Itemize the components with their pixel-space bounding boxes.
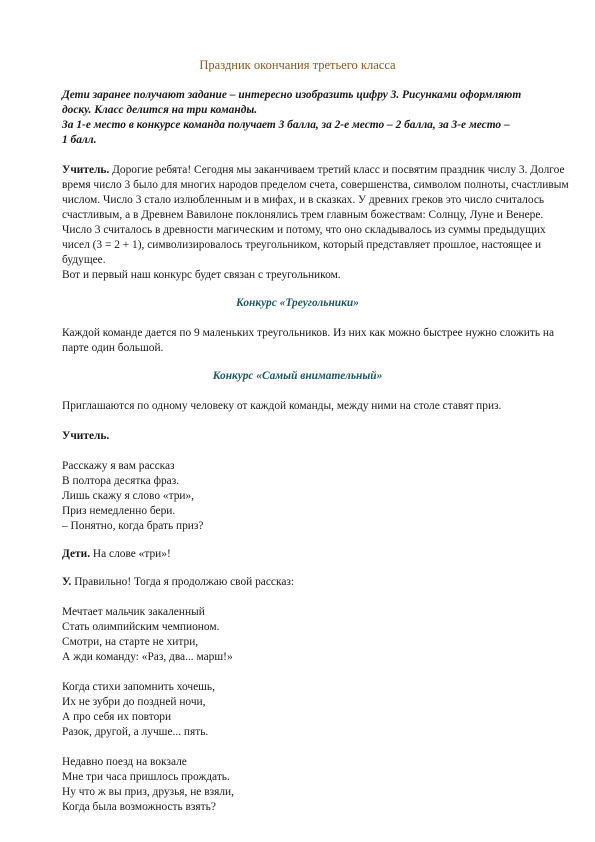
intro-line: За 1-е место в конкурсе команда получает 3 балла, за 2-е место – 2 балла, за 3-е место – [62, 119, 510, 131]
teacher-speech-text: Дорогие ребята! Сегодня мы заканчиваем третий класс и посвятим праздник числу 3. Долгое [109, 164, 565, 176]
speaker-label [62, 429, 109, 444]
teacher-label: Учитель. [62, 430, 110, 442]
poem-line: Расскажу я вам рассказ [62, 460, 175, 472]
poem-line: Когда стихи запомнить хочешь, [62, 681, 215, 693]
page-title: Праздник окончания третьего класса [199, 58, 396, 72]
poem-line: Когда была возможность взять? [62, 801, 216, 813]
teacher-speech-line: Число 3 считалось в древности магическим и потому, что оно складывалось из суммы предыдущих [62, 224, 546, 236]
u-text: Правильно! Тогда я продолжаю свой рассказ: [71, 576, 295, 588]
teacher-speech-line: счастливым, а в Древнем Вавилоне поклонялись трем главным божествам: Солнцу, Луне и Венере. [62, 209, 544, 221]
poem-line: Мне три часа пришлось прождать. [62, 771, 230, 783]
poem-line: – Понятно, когда брать приз? [62, 520, 204, 532]
kids-label: Дети. [62, 548, 91, 560]
contest-text-line: парте один большой. [62, 342, 164, 354]
poem-line: Мечтает мальчик закаленный [62, 606, 205, 618]
teacher-speech-line: время число 3 было для многих народов пределом счета, совершенства, символом полноты, счастливым [62, 179, 569, 191]
teacher-speech-line: будущее. [62, 254, 106, 266]
poem-line: Смотри, на старте не хитри, [62, 636, 199, 648]
teacher-speech-line: Вот и первый наш конкурс будет связан с треугольником. [62, 269, 341, 281]
poem-line: А про себя их повтори [62, 711, 172, 723]
intro-line: доску. Класс делится на три команды. [62, 104, 258, 116]
teacher-reply [62, 575, 294, 590]
teacher-speech-line: числом. Число 3 стало излюбленным и в мифах, и в сказках. У древних греков это число считалось [62, 194, 545, 206]
teacher-speech-first-line [62, 163, 565, 178]
poem-line: Разок, другой, а лучше... пять. [62, 726, 209, 738]
kids-text: На слове «три»! [90, 548, 171, 560]
poem-line: В полтора десятка фраз. [62, 475, 180, 487]
intro-line: Дети заранее получают задание – интересно изобразить цифру 3. Рисунками оформляют [62, 89, 522, 101]
poem-line: Их не зубри до поздней ночи, [62, 696, 206, 708]
poem-line: Лишь скажу я слово «три», [62, 490, 195, 502]
poem-line: А жди команду: «Раз, два... марш!» [62, 651, 233, 663]
poem-line: Приз немедленно бери. [62, 505, 176, 517]
poem-line: Недавно поезд на вокзале [62, 756, 187, 768]
contest-heading: Конкурс «Треугольники» [236, 297, 359, 309]
u-label: У. [62, 576, 72, 588]
poem-line: Стать олимпийским чемпионом. [62, 621, 220, 633]
teacher-speech-line: чисел (3 = 2 + 1), символизировалось треугольником, который представляет прошлое, настоящее и [62, 239, 542, 251]
intro-line: 1 балл. [62, 134, 97, 146]
kids-reply [62, 547, 171, 562]
contest-heading: Конкурс «Самый внимательный» [212, 370, 383, 382]
contest-text-line: Приглашаются по одному человеку от каждой команды, между ними на столе ставят приз. [62, 400, 502, 412]
poem-line: Ну что ж вы приз, друзья, не взяли, [62, 786, 234, 798]
contest-text-line: Каждой команде дается по 9 маленьких треугольников. Из них как можно быстрее нужно сложить на [62, 327, 555, 339]
teacher-label: Учитель. [62, 164, 110, 176]
